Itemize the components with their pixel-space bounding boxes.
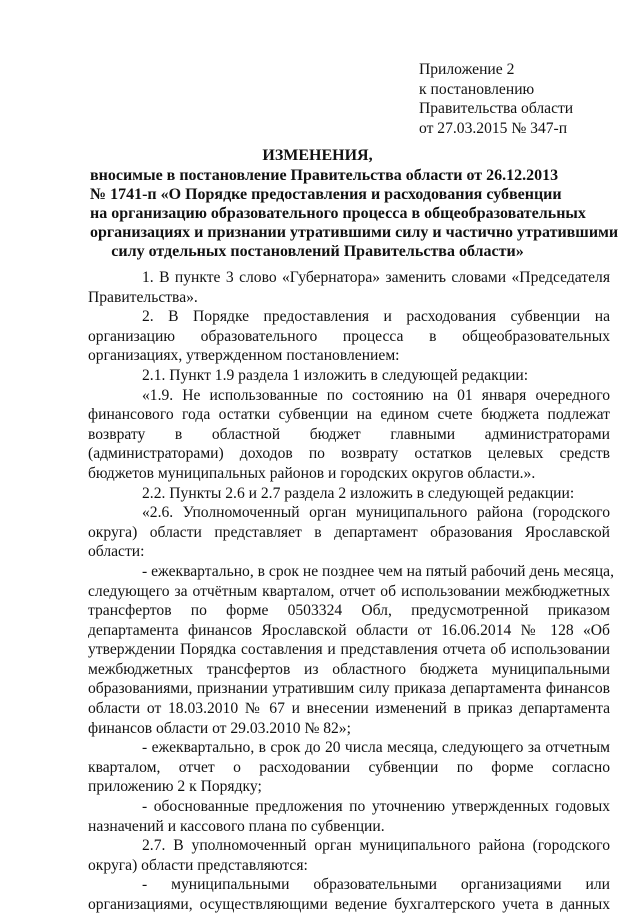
title-heading: ИЗМЕНЕНИЯ, xyxy=(262,147,373,164)
body-line: области от 18.03.2010 № 67 и внесении изменений в приказ департамента xyxy=(88,700,610,718)
title-line: силу отдельных постановлений Правительства области» xyxy=(111,243,524,260)
body-line: «2.6. Уполномоченный орган муниципального района (городского xyxy=(142,504,610,522)
appendix-line: Правительства области xyxy=(419,100,574,118)
body-line: образованиями, признании утратившим силу приказа департамента финансов xyxy=(88,680,610,698)
appendix-line: от 27.03.2015 № 347-п xyxy=(419,119,568,137)
title-line: организациях и признании утратившими силу и частично утратившими xyxy=(90,224,619,241)
body-line: финансов области от 29.03.2010 № 82»; xyxy=(88,719,351,737)
appendix-line: Приложение 2 xyxy=(419,61,515,78)
body-line: округа) области представляются: xyxy=(88,856,308,874)
body-line: назначений и кассового плана по субвенции. xyxy=(88,817,385,835)
body-line: 2.7. В уполномоченный орган муниципального района (городского xyxy=(142,837,610,855)
appendix-line: к постановлению xyxy=(419,80,535,98)
body-line: департамента финансов Ярославской области от 16.06.2014 № 128 «Об xyxy=(88,621,610,639)
body-line: приложению 2 к Порядку; xyxy=(88,778,262,796)
body-line: бюджетов муниципальных районов и городских округов области.». xyxy=(88,464,536,482)
title-line: № 1741-п «О Порядке предоставления и расходования субвенции xyxy=(90,186,562,203)
body-line: - ежеквартально, в срок не позднее чем на пятый рабочий день месяца, xyxy=(142,562,614,580)
body-line: (администраторами) доходов по возврату остатков целевых средств xyxy=(88,445,610,463)
document-body xyxy=(88,268,614,915)
body-line: возврату в областной бюджет главными администраторами xyxy=(88,425,610,443)
body-line: следующего за отчётным кварталом, отчет об использовании межбюджетных xyxy=(88,582,610,600)
body-line: - обоснованные предложения по уточнению утвержденных годовых xyxy=(142,798,610,816)
document-title xyxy=(90,146,619,261)
body-line: 1. В пункте 3 слово «Губернатора» заменить словами «Председателя xyxy=(142,269,610,286)
body-line: утверждении Порядка составления и представления отчета об использовании xyxy=(88,641,610,659)
appendix-block xyxy=(419,60,619,138)
body-line: области: xyxy=(88,543,145,561)
body-line: - муниципальными образовательными организациями или xyxy=(142,876,610,894)
body-line: 2.2. Пункты 2.6 и 2.7 раздела 2 изложить в следующей редакции: xyxy=(142,484,575,502)
body-line: округа) области представляет в департамент образования Ярославской xyxy=(88,523,610,541)
body-line: - ежеквартально, в срок до 20 числа месяца, следующего за отчетным xyxy=(142,739,610,757)
body-line: финансового года остатки субвенции на едином счете бюджета подлежат xyxy=(88,406,610,424)
body-line: Правительства». xyxy=(88,288,198,306)
title-line: вносимые в постановление Правительства области от 26.12.2013 xyxy=(90,167,559,184)
body-line: кварталом, отчет о расходовании субвенции по форме согласно xyxy=(88,758,610,776)
body-line: организациях, утвержденном постановлением: xyxy=(88,347,400,365)
body-line: организациями, осуществляющими ведение бухгалтерского учета в данных xyxy=(88,896,610,913)
title-line: на организацию образовательного процесса в общеобразовательных xyxy=(90,205,586,222)
body-line: 2. В Порядке предоставления и расходования субвенции на xyxy=(142,308,610,326)
body-line: трансфертов по форме 0503324 Обл, предусмотренной приказом xyxy=(88,602,610,620)
body-line: «1.9. Не использованные по состоянию на 01 января очередного xyxy=(142,386,610,404)
body-line: 2.1. Пункт 1.9 раздела 1 изложить в следующей редакции: xyxy=(142,366,529,384)
body-line: организацию образовательного процесса в общеобразовательных xyxy=(88,327,610,345)
body-line: межбюджетных трансфертов из областного бюджета муниципальными xyxy=(88,660,610,678)
